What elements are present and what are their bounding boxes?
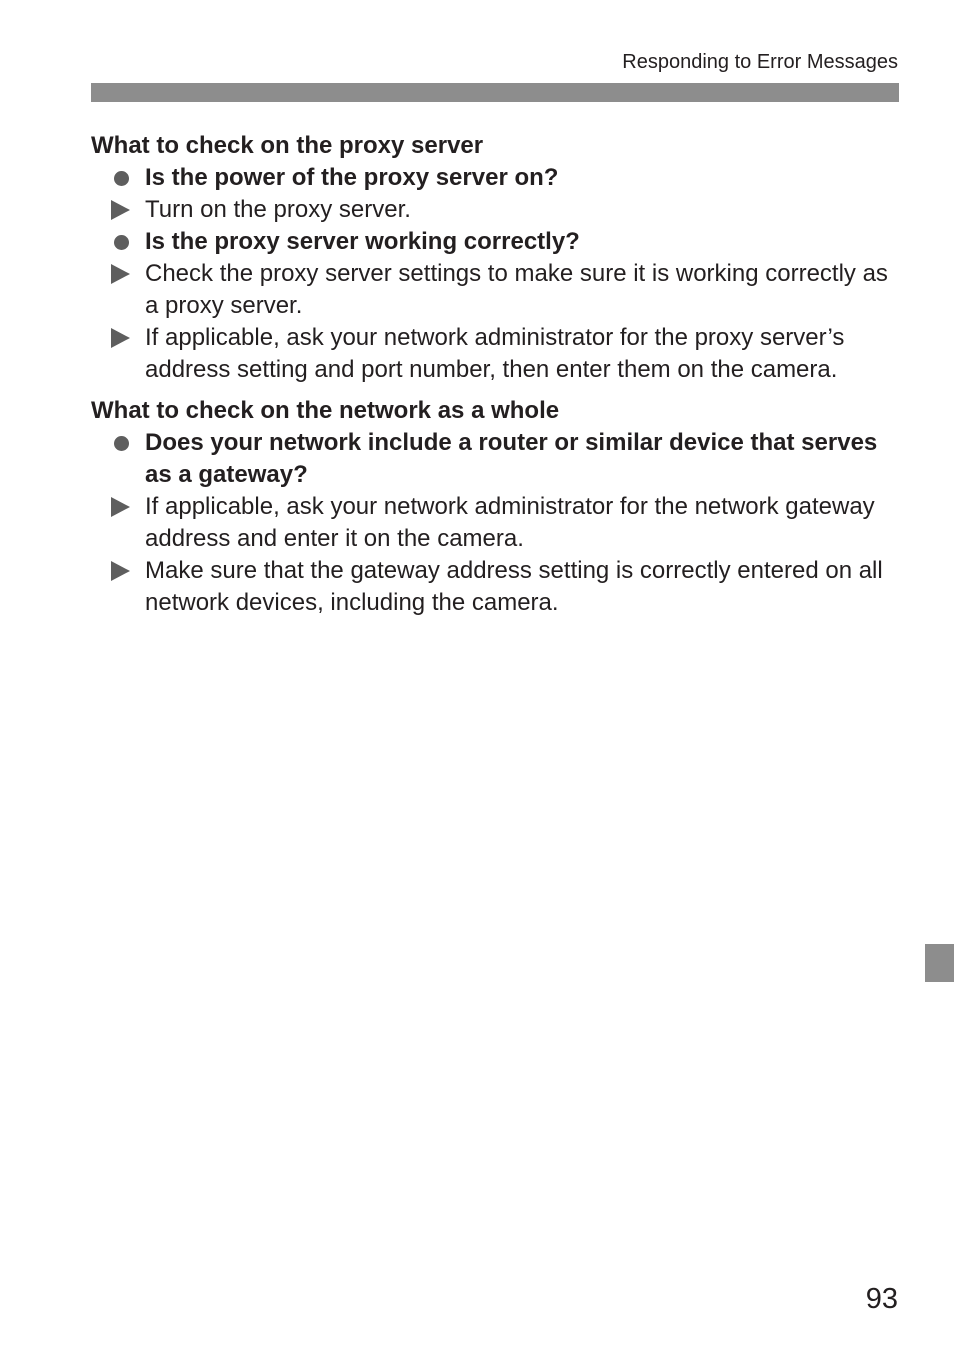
action-text: If applicable, ask your network administrator for the proxy server’s address setting and port number, then enter them on the camera. — [145, 324, 845, 383]
action-item — [91, 258, 899, 322]
question-item — [91, 427, 899, 491]
action-text: If applicable, ask your network administrator for the network gateway address and enter it on the camera. — [145, 493, 875, 552]
question-item — [91, 226, 899, 258]
running-header-title: Responding to Error Messages — [622, 51, 898, 73]
bullet-dot-icon — [114, 235, 129, 250]
page-number: 93 — [865, 1283, 898, 1315]
action-item — [91, 491, 899, 555]
header-bar — [91, 83, 899, 102]
arrow-right-icon — [111, 561, 130, 581]
question-text: Does your network include a router or similar device that serves as a gateway? — [145, 429, 878, 488]
arrow-right-icon — [111, 328, 130, 348]
question-text: Is the proxy server working correctly? — [145, 228, 580, 255]
section-heading: What to check on the proxy server — [91, 132, 484, 159]
action-text: Check the proxy server settings to make sure it is working correctly as a proxy server. — [145, 260, 888, 319]
action-item — [91, 555, 899, 619]
arrow-right-icon — [111, 200, 130, 220]
bullet-dot-icon — [114, 171, 129, 186]
action-text: Make sure that the gateway address setting is correctly entered on all network devices, including the camera. — [145, 557, 883, 616]
action-text: Turn on the proxy server. — [145, 196, 411, 223]
question-item — [91, 162, 899, 194]
chapter-side-tab — [925, 944, 954, 982]
arrow-right-icon — [111, 497, 130, 517]
section-heading: What to check on the network as a whole — [91, 397, 560, 424]
bullet-dot-icon — [114, 436, 129, 451]
action-item — [91, 194, 899, 226]
arrow-right-icon — [111, 264, 130, 284]
action-item — [91, 322, 899, 386]
section-proxy-server — [91, 130, 899, 386]
section-network-whole — [91, 395, 899, 619]
question-text: Is the power of the proxy server on? — [145, 164, 559, 191]
page-content — [91, 130, 899, 628]
